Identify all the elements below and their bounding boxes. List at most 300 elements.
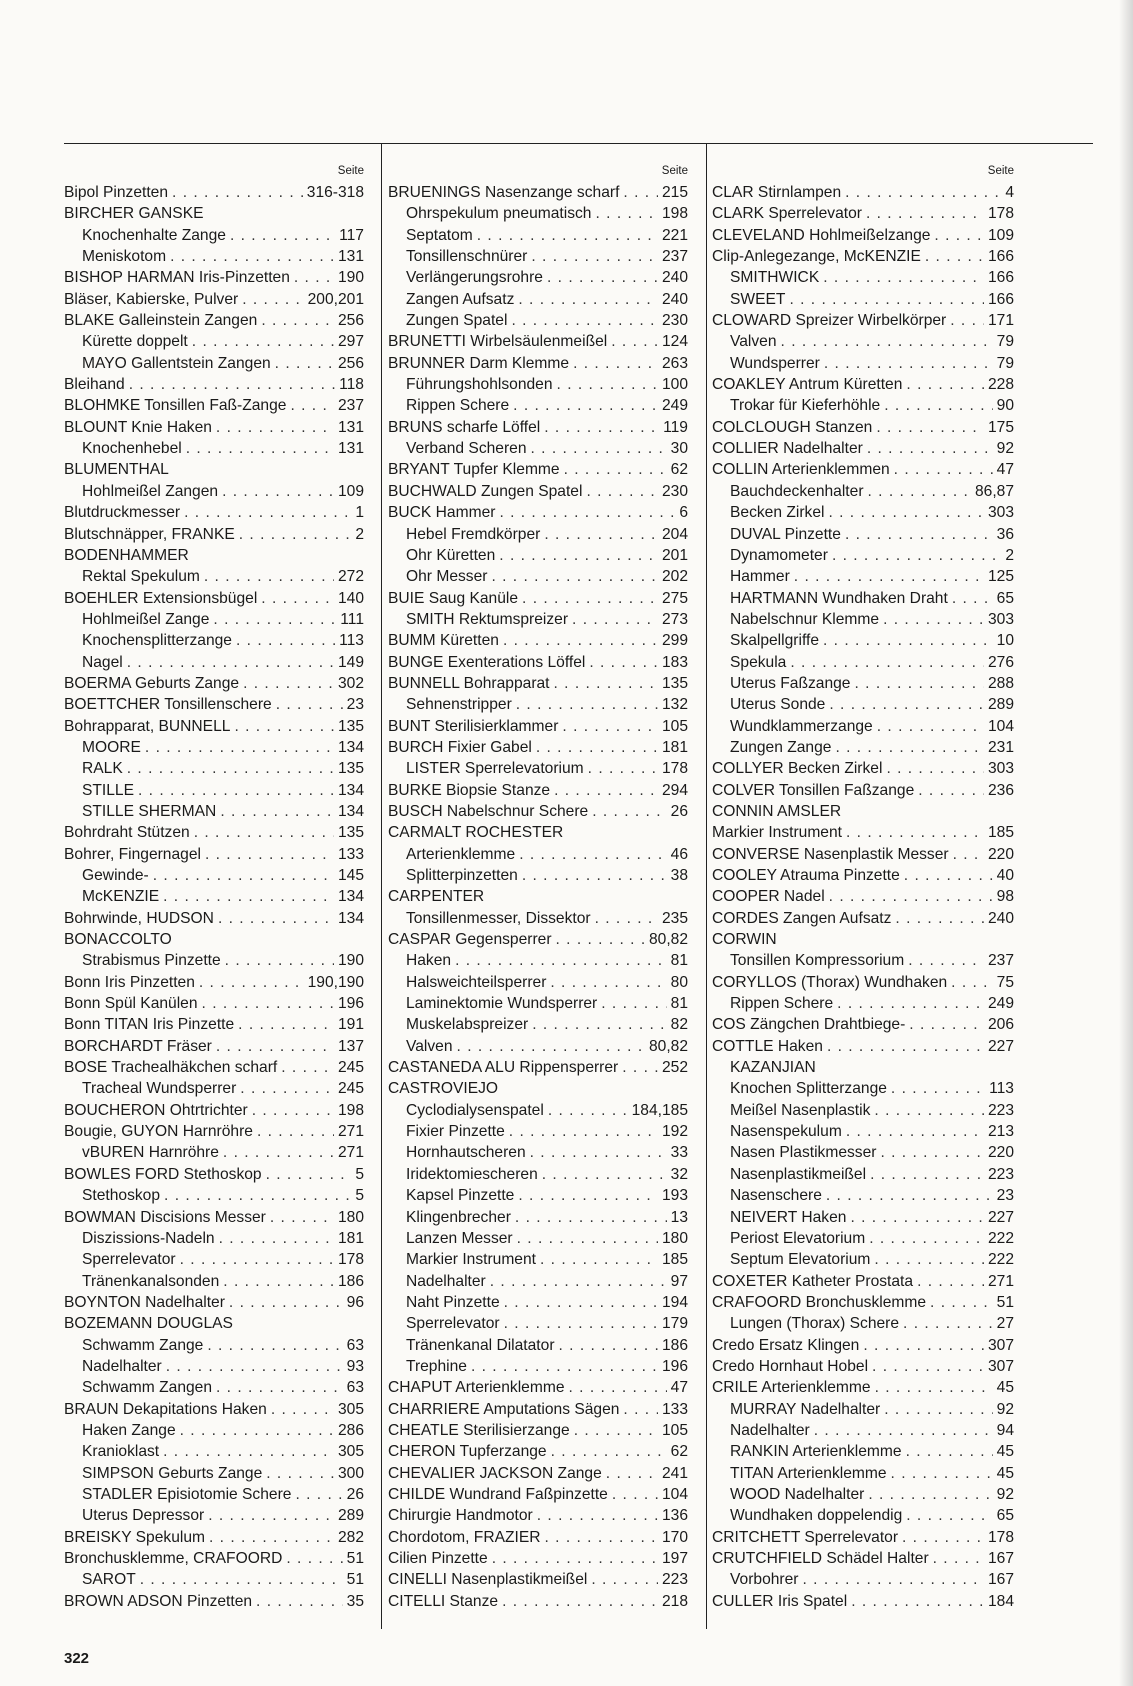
entry-page: 178 <box>661 760 688 778</box>
index-entry <box>64 1399 364 1420</box>
entry-page: 175 <box>987 418 1014 436</box>
entry-page: 94 <box>996 1421 1014 1439</box>
index-entry <box>388 1249 688 1270</box>
index-entry <box>64 246 364 267</box>
index-entry <box>712 972 1014 993</box>
dot-leader <box>863 1335 984 1356</box>
entry-page: 46 <box>670 845 688 863</box>
entry-name: Laminektomie Wundsperrer <box>406 995 598 1013</box>
dot-leader <box>252 1100 334 1121</box>
dot-leader <box>876 417 984 438</box>
entry-page: 30 <box>670 440 688 458</box>
index-entry <box>388 374 688 395</box>
entry-page: 227 <box>987 1037 1014 1055</box>
index-entry <box>388 609 688 630</box>
entry-name: Bronchusklemme, CRAFOORD <box>64 1550 283 1567</box>
dot-leader <box>925 246 984 267</box>
entry-name: Chordotom, FRAZIER <box>388 1528 541 1546</box>
entry-page: 134 <box>337 738 364 756</box>
index-entry <box>64 1505 364 1526</box>
entry-name: Septatom <box>406 226 473 244</box>
index-entry <box>712 993 1014 1014</box>
entry-name: Uterus Sonde <box>730 696 826 714</box>
dot-leader <box>513 395 658 416</box>
entry-name: BURCH Fixier Gabel <box>388 738 532 756</box>
entry-page: 134 <box>337 802 364 820</box>
entry-name: Septum Elevatorium <box>730 1251 871 1269</box>
index-entry <box>64 1548 364 1569</box>
index-entry <box>388 950 688 971</box>
dot-leader <box>225 950 334 971</box>
index-entry <box>64 331 364 352</box>
index-entry <box>388 972 688 993</box>
entry-name: Nasen Plastikmesser <box>730 1144 877 1162</box>
entry-name: BOWLES FORD Stethoskop <box>64 1165 262 1183</box>
index-entry <box>388 395 688 416</box>
index-entry <box>388 267 688 288</box>
dot-leader <box>544 417 659 438</box>
dot-leader <box>595 203 657 224</box>
entry-page: 241 <box>661 1464 688 1482</box>
entry-page: 27 <box>996 1315 1014 1333</box>
entry-page: 97 <box>670 1272 688 1290</box>
entry-page: 111 <box>340 610 364 628</box>
index-entry <box>64 1164 364 1185</box>
dot-leader <box>127 758 334 779</box>
index-entry <box>388 1335 688 1356</box>
index-entry <box>712 481 1014 502</box>
index-entry <box>388 182 688 203</box>
entry-page: 96 <box>346 1293 364 1311</box>
entry-page: 273 <box>661 610 688 628</box>
dot-leader <box>220 801 334 822</box>
dot-leader <box>518 289 658 310</box>
entry-name: Verlängerungsrohre <box>406 269 543 287</box>
entry-page: 65 <box>996 589 1014 607</box>
index-entry <box>64 481 364 502</box>
entry-page: 62 <box>670 1443 688 1461</box>
index-entry <box>64 1527 364 1548</box>
index-entry <box>712 1249 1014 1270</box>
entry-page: 178 <box>987 1528 1014 1546</box>
index-entry <box>712 395 1014 416</box>
entry-page: 90 <box>996 397 1014 415</box>
entry-page: 240 <box>661 269 688 287</box>
index-entry <box>388 1121 688 1142</box>
index-entry <box>388 865 688 886</box>
entry-name: BUIE Saug Kanüle <box>388 589 519 607</box>
dot-leader <box>874 1100 984 1121</box>
index-entry <box>712 886 1014 907</box>
dot-leader <box>868 481 971 502</box>
entry-name: COXETER Katheter Prostata <box>712 1272 914 1290</box>
index-entry <box>64 758 364 779</box>
dot-leader <box>545 1527 658 1548</box>
entry-name: BUCK Hammer <box>388 504 496 522</box>
entry-page: 190 <box>337 269 364 287</box>
entry-name: Bohrwinde, HUDSON <box>64 909 214 927</box>
entry-page: 23 <box>346 696 364 714</box>
dot-leader <box>832 545 1001 566</box>
entry-page: 33 <box>670 1144 688 1162</box>
index-entry <box>64 652 364 673</box>
index-entry <box>712 310 1014 331</box>
entry-page: 218 <box>661 1592 688 1610</box>
index-entry <box>712 417 1014 438</box>
index-entry <box>388 1036 688 1057</box>
column-header: Seite <box>661 165 688 177</box>
entry-name: HARTMANN Wundhaken Draht <box>730 589 948 607</box>
entry-page: 171 <box>987 312 1014 330</box>
index-entry <box>712 694 1014 715</box>
entry-name: Markier Instrument <box>712 824 842 842</box>
entry-name: CORWIN <box>712 931 777 949</box>
entry-page: 80 <box>670 973 688 991</box>
entry-name: Hammer <box>730 568 790 586</box>
dot-leader <box>891 1463 993 1484</box>
dot-leader <box>531 438 667 459</box>
index-entry <box>712 1548 1014 1569</box>
page-edge <box>1119 0 1133 1686</box>
entry-page: 237 <box>987 952 1014 970</box>
index-entry <box>388 1569 688 1590</box>
entry-page: 236 <box>987 781 1014 799</box>
index-entry <box>712 438 1014 459</box>
column-header: Seite <box>337 165 364 177</box>
index-entry <box>712 737 1014 758</box>
entry-page: 113 <box>989 1080 1014 1098</box>
entry-page: 183 <box>661 653 688 671</box>
entry-name: CHAPUT Arterienklemme <box>388 1379 565 1397</box>
entry-name: Bonn Spül Kanülen <box>64 995 198 1013</box>
entry-name: Rippen Schere <box>406 397 510 415</box>
entry-name: SWEET <box>730 290 786 308</box>
dot-leader <box>917 1271 984 1292</box>
entry-page: 92 <box>996 1400 1014 1418</box>
index-entry <box>388 225 688 246</box>
entry-page: 166 <box>987 290 1014 308</box>
entry-name: Tonsillenmesser, Dissektor <box>406 909 591 927</box>
dot-leader <box>502 1591 658 1612</box>
entry-name: NEIVERT Haken <box>730 1208 847 1226</box>
dot-leader <box>536 737 658 758</box>
dot-leader <box>509 1121 658 1142</box>
index-entry <box>64 673 364 694</box>
index-entry <box>64 225 364 246</box>
entry-page: 240 <box>987 909 1014 927</box>
dot-leader <box>611 331 658 352</box>
dot-leader <box>903 1313 993 1334</box>
entry-name: Nadelhalter <box>82 1357 162 1375</box>
entry-page: 186 <box>661 1336 688 1354</box>
entry-page: 307 <box>987 1357 1014 1375</box>
entry-page: 80,82 <box>648 1037 688 1055</box>
entry-page: 132 <box>661 696 688 714</box>
dot-leader <box>606 1463 658 1484</box>
dot-leader <box>219 1228 334 1249</box>
entry-name: CARPENTER <box>388 888 485 906</box>
entry-page: 282 <box>337 1528 364 1546</box>
entry-page: 86,87 <box>974 482 1014 500</box>
dot-leader <box>194 822 334 843</box>
entry-page: 194 <box>661 1293 688 1311</box>
index-entry <box>388 1377 688 1398</box>
entry-page: 109 <box>337 482 364 500</box>
index-entry <box>712 1164 1014 1185</box>
index-entry <box>712 246 1014 267</box>
dot-leader <box>872 1356 984 1377</box>
entry-page: 190 <box>337 952 364 970</box>
index-entry <box>388 1271 688 1292</box>
index-entry <box>64 588 364 609</box>
entry-page: 119 <box>663 418 688 436</box>
entry-name: CHILDE Wundrand Faßpinzette <box>388 1485 608 1503</box>
entry-page: 45 <box>996 1379 1014 1397</box>
entry-page: 79 <box>996 333 1014 351</box>
dot-leader <box>166 1356 343 1377</box>
index-entry <box>388 203 688 224</box>
dot-leader <box>261 588 334 609</box>
entry-name: Sperrelevator <box>406 1315 500 1333</box>
entry-name: Haken Zange <box>82 1421 176 1439</box>
column-separator <box>381 143 382 1629</box>
entry-page: 179 <box>661 1315 688 1333</box>
index-entry <box>712 267 1014 288</box>
entry-name: Zungen Spatel <box>406 312 508 330</box>
entry-page: 45 <box>996 1443 1014 1461</box>
entry-name: Blutdruckmesser <box>64 504 181 522</box>
index-entry <box>712 1228 1014 1249</box>
entry-name: Cilien Pinzette <box>388 1550 488 1567</box>
entry-page: 178 <box>987 205 1014 223</box>
entry-page: 305 <box>337 1443 364 1461</box>
dot-leader <box>794 566 984 587</box>
entry-page: 200,201 <box>307 290 364 308</box>
entry-name: COOLEY Atrauma Pinzette <box>712 867 900 884</box>
dot-leader <box>163 886 334 907</box>
index-entry <box>388 353 688 374</box>
dot-leader <box>886 758 984 779</box>
entry-page: 10 <box>996 632 1014 650</box>
entry-page: 223 <box>987 1101 1014 1119</box>
dot-leader <box>516 694 658 715</box>
entry-page: 303 <box>987 504 1014 522</box>
index-entry <box>712 716 1014 737</box>
entry-name: BOEHLER Extensionsbügel <box>64 589 258 607</box>
index-entry <box>388 588 688 609</box>
dot-leader <box>294 267 334 288</box>
entry-name: Zungen Zange <box>730 738 832 756</box>
index-entry <box>712 225 1014 246</box>
entry-name: Bonn TITAN Iris Pinzette <box>64 1016 235 1034</box>
dot-leader <box>286 1548 342 1569</box>
dot-leader <box>276 694 343 715</box>
index-entry <box>712 801 1014 822</box>
index-entry <box>388 1142 688 1163</box>
entry-name: BREISKY Spekulum <box>64 1528 205 1546</box>
dot-leader <box>216 417 334 438</box>
entry-name: Tränenkanalsonden <box>82 1272 220 1290</box>
entry-name: CONNIN AMSLER <box>712 802 842 820</box>
dot-leader <box>554 780 658 801</box>
dot-leader <box>492 1548 658 1569</box>
dot-leader <box>828 502 984 523</box>
entry-name: Stethoskop <box>82 1187 161 1205</box>
index-entry <box>712 1014 1014 1035</box>
entry-name: CORDES Zangen Aufsatz <box>712 909 892 927</box>
entry-name: BODENHAMMER <box>64 546 189 564</box>
index-entry <box>64 1271 364 1292</box>
dot-leader <box>477 225 658 246</box>
entry-name: Trokar für Kieferhöhle <box>730 397 881 415</box>
entry-name: Ohr Messer <box>406 568 488 586</box>
index-entry <box>712 865 1014 886</box>
entry-page: 81 <box>670 952 688 970</box>
entry-name: STILLE <box>82 781 135 799</box>
entry-page: 197 <box>661 1550 688 1567</box>
dot-leader <box>846 822 984 843</box>
entry-page: 271 <box>337 1144 364 1162</box>
index-entry <box>64 182 364 203</box>
index-entry <box>64 1356 364 1377</box>
index-entry <box>712 780 1014 801</box>
entry-name: Wundsperrer <box>730 354 820 372</box>
dot-leader <box>281 1057 334 1078</box>
entry-name: Bohrer, Fingernagel <box>64 845 201 863</box>
entry-page: 4 <box>1005 184 1014 201</box>
dot-leader <box>186 438 334 459</box>
entry-name: LISTER Sperrelevatorium <box>406 760 584 778</box>
dot-leader <box>837 993 984 1014</box>
index-entry <box>64 886 364 907</box>
dot-leader <box>823 630 993 651</box>
dot-leader <box>918 780 984 801</box>
dot-leader <box>490 1271 667 1292</box>
entry-name: BUSCH Nabelschnur Schere <box>388 802 589 820</box>
dot-leader <box>562 716 658 737</box>
index-entry <box>64 1207 364 1228</box>
dot-leader <box>789 289 984 310</box>
dot-leader <box>550 972 666 993</box>
entry-page: 249 <box>987 995 1014 1013</box>
dot-leader <box>530 1142 667 1163</box>
entry-name: CHEVALIER JACKSON Zange <box>388 1464 602 1482</box>
index-entry <box>712 1100 1014 1121</box>
entry-name: COLLIN Arterienklemmen <box>712 461 890 479</box>
index-entry <box>64 822 364 843</box>
entry-page: 181 <box>337 1229 364 1247</box>
dot-leader <box>906 1441 993 1462</box>
entry-page: 13 <box>670 1208 688 1226</box>
dot-leader <box>138 780 334 801</box>
entry-page: 185 <box>987 824 1014 842</box>
dot-leader <box>934 225 984 246</box>
entry-name: Tracheal Wundsperrer <box>82 1080 237 1098</box>
entry-name: DUVAL Pinzette <box>730 525 841 543</box>
index-entry <box>712 1271 1014 1292</box>
entry-page: 92 <box>996 440 1014 458</box>
entry-page: 275 <box>661 589 688 607</box>
dot-leader <box>884 1399 992 1420</box>
index-entry <box>388 289 688 310</box>
entry-page: 137 <box>337 1037 364 1055</box>
entry-name: CASPAR Gegensperrer <box>388 931 552 949</box>
entry-page: 240 <box>661 290 688 308</box>
dot-leader <box>952 588 993 609</box>
index-entry <box>64 630 364 651</box>
entry-page: 213 <box>987 1123 1014 1141</box>
index-entry <box>712 1036 1014 1057</box>
entry-name: Bohrdraht Stützen <box>64 824 190 842</box>
entry-name: BUCHWALD Zungen Spatel <box>388 482 583 500</box>
entry-name: Nabelschnur Klemme <box>730 610 880 628</box>
index-entry <box>64 929 364 950</box>
index-entry <box>388 481 688 502</box>
entry-name: CRUTCHFIELD Schädel Halter <box>712 1550 929 1567</box>
entry-name: BROWN ADSON Pinzetten <box>64 1592 253 1610</box>
dot-leader <box>192 331 334 352</box>
dot-leader <box>256 1591 343 1612</box>
index-entry <box>64 1014 364 1035</box>
dot-leader <box>930 1292 993 1313</box>
index-entry <box>64 1057 364 1078</box>
index-entry <box>712 1569 1014 1590</box>
entry-name: MOORE <box>82 738 141 756</box>
entry-name: Bleihand <box>64 376 125 394</box>
entry-page: 276 <box>987 653 1014 671</box>
entry-page: 227 <box>987 1208 1014 1226</box>
entry-page: 131 <box>337 248 364 266</box>
entry-name: Bipol Pinzetten <box>64 184 169 201</box>
index-entry <box>712 566 1014 587</box>
entry-name: Gewinde- <box>82 867 149 884</box>
index-entry <box>388 1228 688 1249</box>
dot-leader <box>846 1121 984 1142</box>
entry-page: 80,82 <box>648 931 688 949</box>
entry-page: 109 <box>987 226 1014 244</box>
index-entry <box>388 801 688 822</box>
entry-page: 170 <box>661 1528 688 1546</box>
entry-name: COLVER Tonsillen Faßzange <box>712 781 915 799</box>
index-entry <box>64 1463 364 1484</box>
dot-leader <box>869 1228 984 1249</box>
index-entry <box>712 545 1014 566</box>
entry-page: 79 <box>996 354 1014 372</box>
dot-leader <box>270 1207 334 1228</box>
entry-page: 5 <box>355 1165 364 1183</box>
dot-leader <box>164 1185 351 1206</box>
entry-name: Halsweichteilsperrer <box>406 973 547 991</box>
entry-page: 252 <box>661 1059 688 1077</box>
dot-leader <box>145 737 334 758</box>
entry-name: Tonsillen Kompressorium <box>730 952 905 970</box>
index-entry <box>64 1185 364 1206</box>
entry-name: Blutschnäpper, FRANKE <box>64 525 235 543</box>
dot-leader <box>216 1036 334 1057</box>
entry-page: 47 <box>670 1379 688 1397</box>
index-entry <box>64 1484 364 1505</box>
dot-leader <box>170 246 334 267</box>
index-entry <box>64 1228 364 1249</box>
index-entry <box>712 1078 1014 1099</box>
entry-page: 133 <box>661 1400 688 1418</box>
entry-name: CHEATLE Sterilisierzange <box>388 1421 570 1439</box>
entry-name: Becken Zirkel <box>730 504 825 522</box>
dot-leader <box>515 1207 667 1228</box>
dot-leader <box>184 502 351 523</box>
entry-page: 63 <box>346 1336 364 1354</box>
index-entry <box>64 353 364 374</box>
